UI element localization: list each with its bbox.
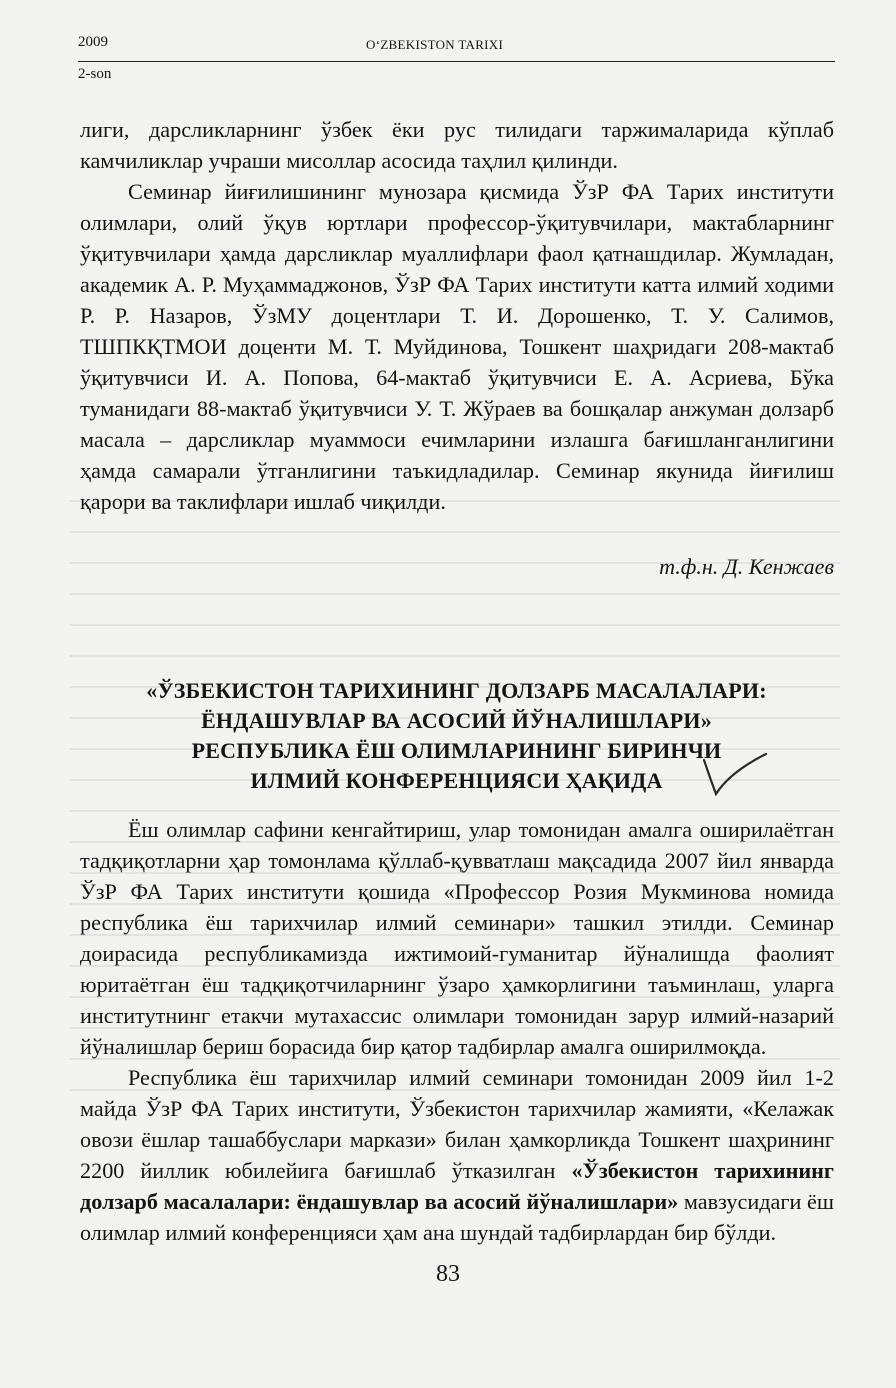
intro-text (80, 114, 834, 517)
body-text (80, 814, 834, 1248)
heading-line-1: «ЎЗБЕКИСТОН ТАРИХИНИНГ ДОЛЗАРБ МАСАЛАЛАРИ: (146, 678, 767, 703)
header-rule (78, 61, 835, 62)
heading-line-4: ИЛМИЙ КОНФЕРЕНЦИЯСИ ҲАҚИДА (250, 768, 663, 793)
intro-paragraph-2: Семинар йиғилишининг мунозара қисмида ЎзР ФА Тарих институти олимлари, олий ўқув юртлари профессор-ўқитувчилари, мактабларнинг ўқитувчилари ҳамда дарсликлар муаллифлари фаол қатнашдилар. Жумладан, академик А. Р. Муҳаммаджонов, ЎзР ФА Тарих институти катта илмий ходими Р. Р. Назаров, ЎзМУ доцентлари Т. И. Дорошенко, Т. У. Салимов, ТШПКҚТМОИ доценти М. Т. Муйдинова, Тошкент шаҳридаги 208-мактаб ўқитувчиси И. А. Попова, 64-мактаб ўқитувчиси Е. А. Асриева, Бўка туманидаги 88-мактаб ўқитувчиси У. Т. Жўраев ва бошқалар анжуман долзарб масала – дарсликлар муаммоси ечимларини излашга бағишланганлигини ҳамда самарали ўтганлигини таъкидладилар. Семинар якунида йиғилиш қарори ва таклифлари ишлаб чиқилди. (80, 179, 834, 514)
body-paragraph-2 (80, 1062, 834, 1248)
page-number: 83 (436, 1261, 460, 1287)
body-paragraph-1: Ёш олимлар сафини кенгайтириш, улар томонидан амалга оширилаётган тадқиқотларни ҳар томонлама қўллаб-қувватлаш мақсадида 2007 йил январда ЎзР ФА Тарих институти қошида «Профессор Розия Мукминова номида республика ёш тарихчилар илмий семинари» ташкил этилди. Семинар доирасида республикамизда ижтимоий-гуманитар йўналишда фаолият юритаётган ёш тадқиқотчиларнинг ўзаро ҳамкорлигини таъминлаш, уларга институтнинг етакчи мутахассис олимлари томонидан зарур илмий-назарий йўналишлар бериш борасида бир қатор тадбирлар амалга оширилмоқда. (80, 817, 834, 1059)
header-issue: 2-son (78, 66, 112, 82)
header-year: 2009 (78, 34, 108, 50)
journal-title: O‘ZBEKISTON TARIXI (366, 37, 504, 52)
handwritten-check-mark (700, 752, 770, 798)
intro-paragraph-1: лиги, дарсликларнинг ўзбек ёки рус тилидаги таржималарида кўплаб камчиликлар учраши мисоллар асосида таҳлил қилинди. (80, 117, 834, 173)
body-paragraph-2-start: Республика ёш тарихчилар илмий семинари томонидан 2009 йил 1-2 майда ЎзР ФА Тарих институти, Ўзбекистон тарихчилар жамияти, «Келажак овози ёшлар ташаббуслари маркази» билан ҳамкорликда Тошкент шаҳрининг 2200 йиллик юбилейига бағишлаб ўтказилган (80, 1065, 834, 1183)
body-paragraph-2-end: мавзусидаги ёш олимлар илмий конференцияси ҳам ана шундай тадбирлардан бир бўлди. (80, 1189, 834, 1245)
heading-line-3: РЕСПУБЛИКА ЁШ ОЛИМЛАРИНИНГ БИРИНЧИ (191, 738, 722, 763)
author-signature: т.ф.н. Д. Кенжаев (659, 554, 834, 579)
conference-title-bold: «Ўзбекистон тарихининг долзарб масалалари: ёндашувлар ва асосий йўналишлари» (80, 1158, 834, 1214)
heading-line-2: ЁНДАШУВЛАР ВА АСОСИЙ ЙЎНАЛИШЛАРИ» (201, 708, 712, 733)
